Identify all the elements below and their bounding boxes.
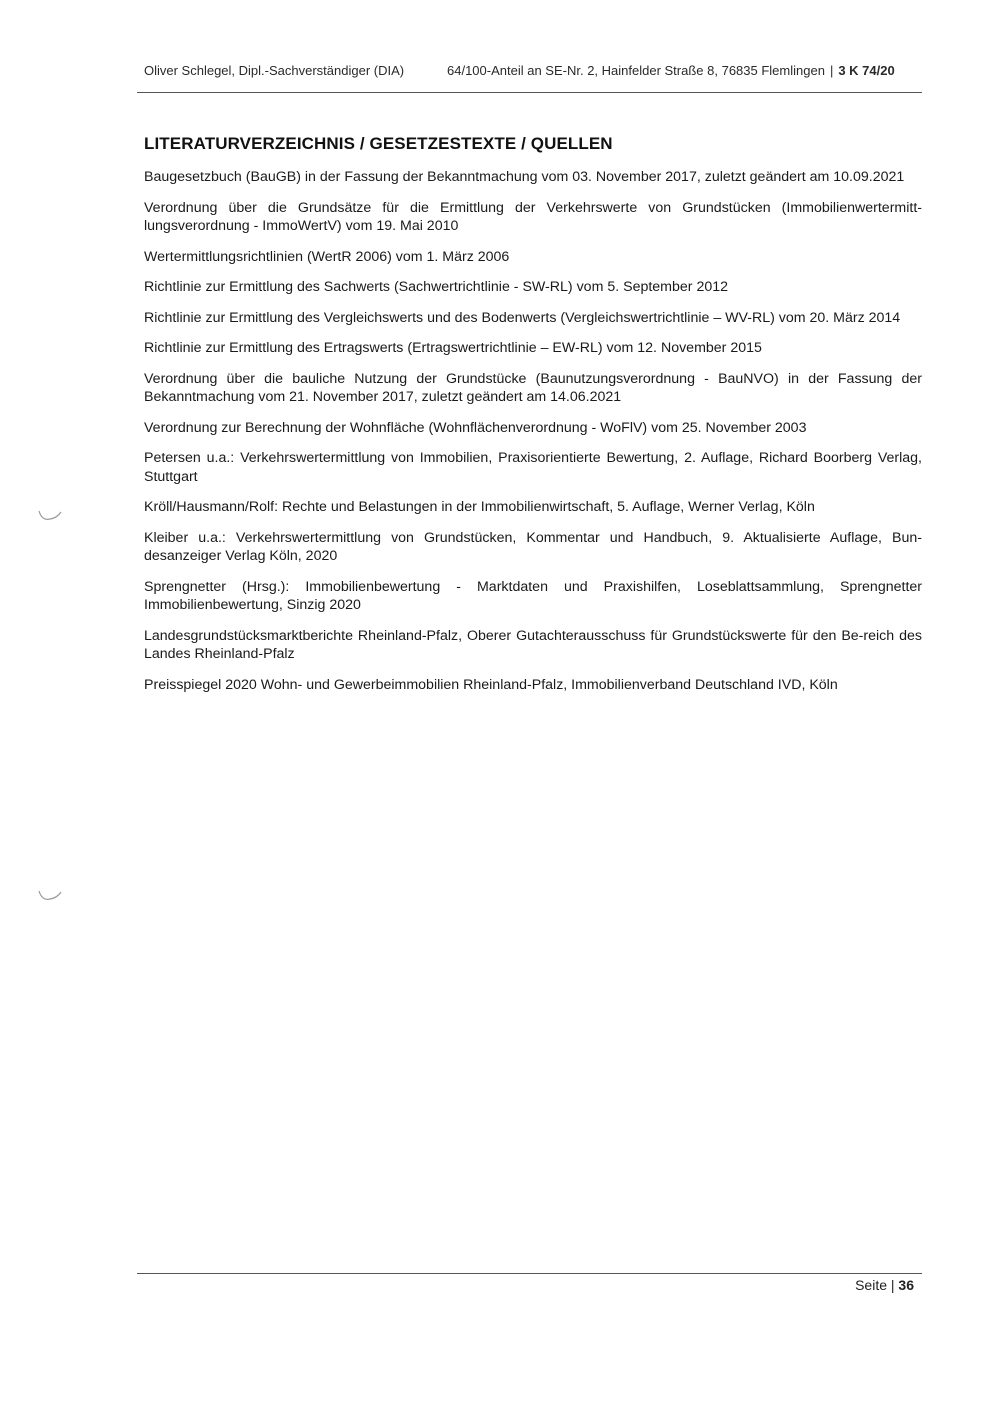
reference-item: Preisspiegel 2020 Wohn- und Gewerbeimmobilien Rheinland-Pfalz, Immobilienverband Deutschland IVD, Köln [144, 676, 838, 693]
punch-hole-mark [36, 508, 64, 522]
header-separator: | [829, 63, 834, 78]
header-author: Oliver Schlegel, Dipl.-Sachverständiger (DIA) [144, 63, 405, 78]
page-number: 36 [898, 1277, 914, 1293]
reference-item: Verordnung über die bauliche Nutzung der Grundstücke (Baunutzungsverordnung - BauNVO) in der Fassung der Bekanntmachung vom 21. November 2017, zuletzt geändert am 14.06.2021 [144, 370, 922, 405]
page-label: Seite [855, 1277, 887, 1293]
punch-hole-mark [36, 888, 64, 902]
reference-item: Kröll/Hausmann/Rolf: Rechte und Belastungen in der Immobilienwirtschaft, 5. Auflage, Werner Verlag, Köln [144, 499, 815, 515]
reference-item: Verordnung zur Berechnung der Wohnfläche (Wohnflächenverordnung - WoFlV) vom 25. November 2003 [144, 419, 807, 436]
reference-item: Verordnung über die Grundsätze für die Ermittlung der Verkehrswerte von Grundstücken (Immobilienwertermitt-lungsverordnung - ImmoWertV) vom 19. Mai 2010 [144, 199, 922, 234]
reference-item: Kleiber u.a.: Verkehrswertermittlung von Grundstücken, Kommentar und Handbuch, 9. Aktualisierte Auflage, Bun-desanzeiger Verlag Köln, 2020 [144, 529, 922, 564]
reference-item: Wertermittlungsrichtlinien (WertR 2006) vom 1. März 2006 [144, 248, 510, 265]
reference-item: Petersen u.a.: Verkehrswertermittlung von Immobilien, Praxisorientierte Bewertung, 2. Auflage, Richard Boorberg Verlag, Stuttgart [144, 450, 922, 485]
header-divider [137, 92, 922, 93]
reference-item: Sprengnetter (Hrsg.): Immobilienbewertung - Marktdaten und Praxishilfen, Loseblattsammlung, Sprengnetter Immobilienbewertung, Sinzig 2020 [144, 578, 922, 613]
reference-item: Richtlinie zur Ermittlung des Ertragswerts (Ertragswertrichtlinie – EW-RL) vom 12. November 2015 [144, 340, 762, 356]
footer-separator: | [890, 1277, 895, 1293]
reference-item: Landesgrundstücksmarktberichte Rheinland-Pfalz, Oberer Gutachterausschuss für Grundstückswerte für den Be-reich des Landes Rheinland-Pfalz [144, 627, 922, 662]
reference-item: Richtlinie zur Ermittlung des Vergleichswerts und des Bodenwerts (Vergleichswertrichtlinie – WV-RL) vom 20. März 2014 [144, 309, 901, 326]
reference-list [144, 168, 922, 706]
reference-item: Richtlinie zur Ermittlung des Sachwerts (Sachwertrichtlinie - SW-RL) vom 5. September 2012 [144, 279, 729, 295]
header-case-number: 3 K 74/20 [838, 63, 895, 78]
footer-divider [137, 1273, 922, 1274]
header-property-reference [447, 63, 895, 78]
reference-item: Baugesetzbuch (BauGB) in der Fassung der Bekanntmachung vom 03. November 2017, zuletzt geändert am 10.09.2021 [144, 169, 905, 185]
section-title: LITERATURVERZEICHNIS / GESETZESTEXTE / QUELLEN [144, 134, 613, 153]
page-footer [855, 1277, 914, 1293]
header-address: 64/100-Anteil an SE-Nr. 2, Hainfelder Straße 8, 76835 Flemlingen [447, 63, 825, 78]
